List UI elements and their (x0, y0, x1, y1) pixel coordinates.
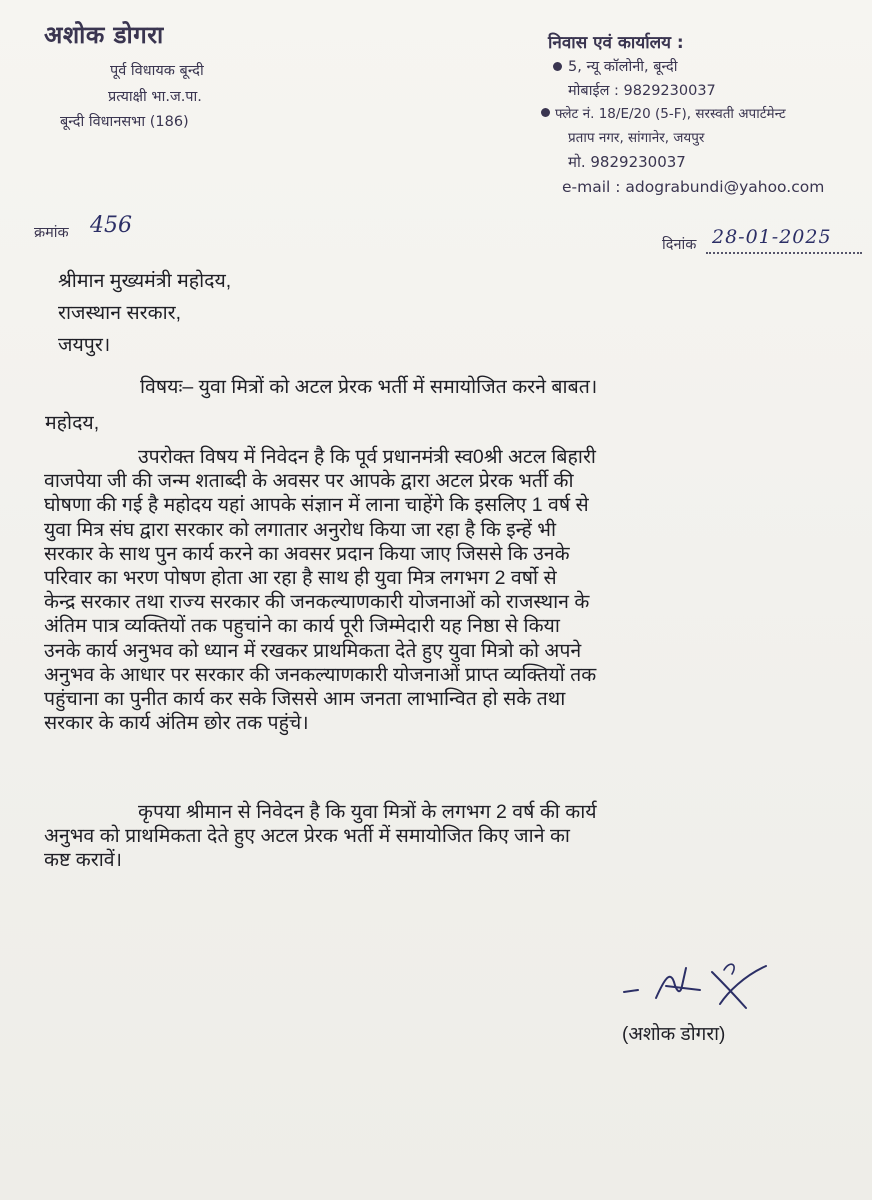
paragraph-line: परिवार का भरण पोषण होता आ रहा है साथ ही युवा मित्र लगभग 2 वर्षो से (44, 566, 557, 589)
bullet-icon (553, 62, 562, 71)
paragraph-line: अंतिम पात्र व्यक्तियों तक पहुचांने का कार्य पूरी जिम्मेदारी यह निष्ठा से किया (44, 615, 560, 638)
reference-label: क्रमांक (34, 225, 69, 241)
letterhead-party: प्रत्याक्षी भा.ज.पा. (108, 89, 202, 105)
salutation: महोदय, (45, 412, 100, 434)
paragraph-line: सरकार के साथ पुन कार्य करने का अवसर प्रदान किया जाए जिससे कि उनके (44, 542, 570, 565)
paragraph-line: घोषणा की गई है महोदय यहां आपके संज्ञान में लाना चाहेंगे कि इसलिए 1 वर्ष से (44, 494, 589, 517)
subject-line: विषयः– युवा मित्रों को अटल प्रेरक भर्ती में समायोजित करने बाबत। (140, 376, 598, 398)
paragraph-line: केन्द्र सरकार तथा राज्य सरकार की जनकल्याणकारी योजनाओं को राजस्थान के (44, 591, 590, 614)
paragraph-line: कृपया श्रीमान से निवेदन है कि युवा मित्रों के लगभग 2 वर्ष की कार्य (138, 801, 597, 823)
paragraph-line: उनके कार्य अनुभव को ध्यान में रखकर प्राथमिकता देते हुए युवा मित्रो को अपने (44, 639, 582, 662)
mobile-number-1: मोबाईल : 9829230037 (568, 83, 716, 99)
bullet-icon (541, 108, 550, 117)
letterhead-constituency: बून्दी विधानसभा (186) (60, 114, 189, 130)
paragraph-line: युवा मित्र संघ द्वारा सरकार को लगातार अनुरोध किया जा रहा है कि इन्हें भी (44, 518, 557, 541)
paragraph-line: उपरोक्त विषय में निवेदन है कि पूर्व प्रधानमंत्री स्व0श्री अटल बिहारी (138, 446, 596, 468)
paragraph-line: अनुभव को प्राथमिकता देते हुए अटल प्रेरक भर्ती में समायोजित किए जाने का (44, 825, 570, 848)
address-jaipur-line1: फ्लेट नं. 18/E/20 (5-F), सरस्वती अपार्टमेन्ट (555, 106, 786, 122)
recipient-line-1: श्रीमान मुख्यमंत्री महोदय, (58, 270, 232, 292)
recipient-line-2: राजस्थान सरकार, (58, 302, 182, 324)
paragraph-line: सरकार के कार्य अंतिम छोर तक पहुंचे। (44, 712, 309, 735)
body-paragraph-1 (44, 445, 834, 735)
recipient-line-3: जयपुर। (58, 334, 111, 356)
email-address: e-mail : adograbundi@yahoo.com (562, 178, 825, 196)
date-label: दिनांक (662, 237, 697, 253)
paragraph-line: अनुभव के आधार पर सरकार की जनकल्याणकारी योजनाओं प्राप्त व्यक्तियों तक (44, 663, 597, 686)
paragraph-line: वाजपेया जी की जन्म शताब्दी के अवसर पर आपके द्वारा अटल प्रेरक भर्ती की (44, 470, 574, 493)
address-jaipur-line2: प्रताप नगर, सांगानेर, जयपुर (568, 130, 705, 146)
handwritten-signature (620, 960, 780, 1020)
mobile-number-2: मो. 9829230037 (568, 153, 686, 171)
address-bundi: 5, न्यू कॉलोनी, बून्दी (568, 59, 678, 75)
body-paragraph-2 (44, 800, 834, 873)
signatory-name: (अशोक डोगरा) (622, 1024, 726, 1045)
office-title: निवास एवं कार्यालय : (548, 33, 684, 53)
paragraph-line: पहुंचाना का पुनीत कार्य कर सके जिससे आम जनता लाभान्वित हो सके तथा (44, 687, 566, 710)
letterhead-name: अशोक डोगरा (44, 21, 164, 49)
paragraph-line: कष्ट करावें। (44, 849, 123, 872)
reference-number: 456 (90, 213, 132, 238)
letterhead-post: पूर्व विधायक बून्दी (110, 63, 204, 79)
handwritten-date: 28-01-2025 (712, 226, 832, 248)
date-dotted-line (706, 252, 862, 254)
